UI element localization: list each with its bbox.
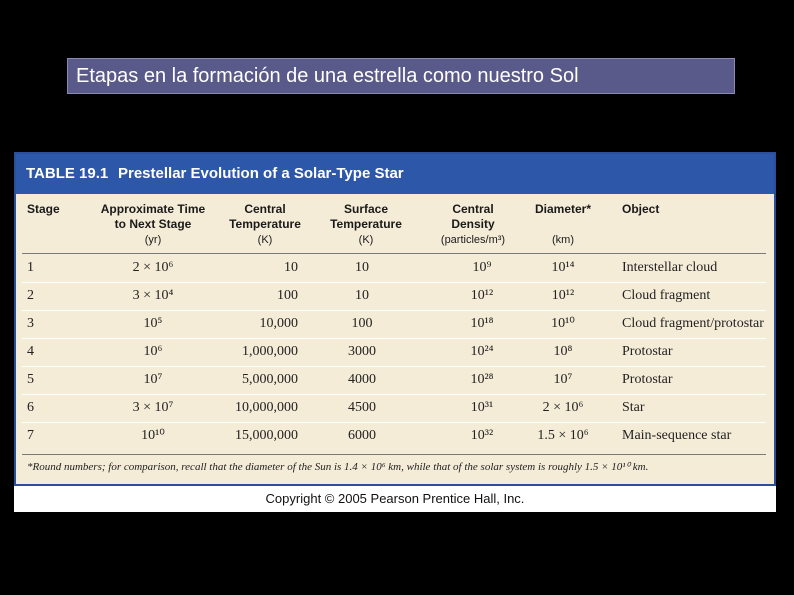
cell-central-density: 10²⁸ [470,372,494,387]
footnote-divider [22,454,766,455]
cell-object: Cloud fragment [622,288,711,303]
table-row [16,254,774,282]
cell-central-density: 10⁹ [472,260,492,275]
cell-central-temperature: 1,000,000 [242,344,298,359]
cell-time: 3 × 10⁴ [132,288,174,303]
cell-central-temperature: 10,000 [259,316,298,331]
table-row [16,282,774,310]
cell-central-temperature: 15,000,000 [235,428,298,443]
cell-central-temperature: 10,000,000 [235,400,298,415]
table-number: TABLE 19.1 [26,165,109,182]
cell-time: 10⁵ [143,316,163,331]
slide-title: Etapas en la formación de una estrella como nuestro Sol [67,58,735,94]
cell-time: 10⁷ [143,372,163,387]
cell-central-density: 10³¹ [470,400,494,415]
table-row [16,338,774,366]
cell-object: Main-sequence star [622,428,732,443]
cell-object: Protostar [622,372,673,387]
cell-diameter: 10⁸ [553,344,573,359]
cell-stage: 1 [27,260,34,275]
cell-central-density: 10¹² [470,288,494,303]
column-header-central-temperature: Central Temperature (K) [229,202,301,246]
cell-time: 3 × 10⁷ [132,400,174,415]
cell-object: Interstellar cloud [622,260,718,275]
table-row [16,366,774,394]
column-header-time: Approximate Time to Next Stage (yr) [100,202,206,246]
cell-diameter: 10⁷ [553,372,573,387]
cell-stage: 5 [27,372,34,387]
column-header-object: Object [622,202,660,216]
table-row [16,310,774,338]
cell-surface-temperature: 10 [355,288,369,303]
table-row [16,422,774,450]
cell-diameter: 1.5 × 10⁶ [537,428,589,443]
cell-object: Protostar [622,344,673,359]
cell-central-temperature: 10 [284,260,298,275]
cell-diameter: 2 × 10⁶ [542,400,584,415]
cell-stage: 4 [27,344,34,359]
cell-diameter: 10¹⁴ [551,260,575,275]
cell-stage: 6 [27,400,34,415]
cell-surface-temperature: 3000 [348,344,376,359]
cell-central-density: 10¹⁸ [470,316,494,331]
column-header-diameter: Diameter* (km) [534,202,592,246]
table-caption-bar [16,154,774,194]
cell-surface-temperature: 100 [351,316,373,331]
cell-stage: 3 [27,316,34,331]
table-title: Prestellar Evolution of a Solar-Type Star [118,165,404,182]
cell-surface-temperature: 4500 [348,400,376,415]
cell-central-temperature: 5,000,000 [242,372,298,387]
cell-surface-temperature: 4000 [348,372,376,387]
cell-stage: 7 [27,428,34,443]
cell-time: 10¹⁰ [141,428,165,443]
copyright-notice: Copyright © 2005 Pearson Prentice Hall, Inc. [265,491,525,506]
cell-stage: 2 [27,288,34,303]
cell-central-temperature: 100 [277,288,298,303]
cell-object: Cloud fragment/protostar [622,316,764,331]
cell-surface-temperature: 10 [355,260,369,275]
column-header-surface-temperature: Surface Temperature (K) [330,202,402,246]
cell-diameter: 10¹⁰ [551,316,575,331]
cell-time: 10⁶ [143,344,163,359]
data-table [14,152,776,486]
cell-object: Star [622,400,645,415]
cell-diameter: 10¹² [551,288,575,303]
column-header-stage: Stage [27,202,60,216]
column-header-central-density: Central Density (particles/m³) [440,202,506,246]
table-row [16,394,774,422]
cell-surface-temperature: 6000 [348,428,376,443]
table-image-panel [14,152,776,512]
table-footnote: *Round numbers; for comparison, recall that the diameter of the Sun is 1.4 × 10⁶ km, while that of the solar system is roughly 1.5 × 10¹⁰ km. [27,461,649,473]
cell-central-density: 10³² [470,428,494,443]
cell-central-density: 10²⁴ [470,344,494,359]
cell-time: 2 × 10⁶ [132,260,174,275]
